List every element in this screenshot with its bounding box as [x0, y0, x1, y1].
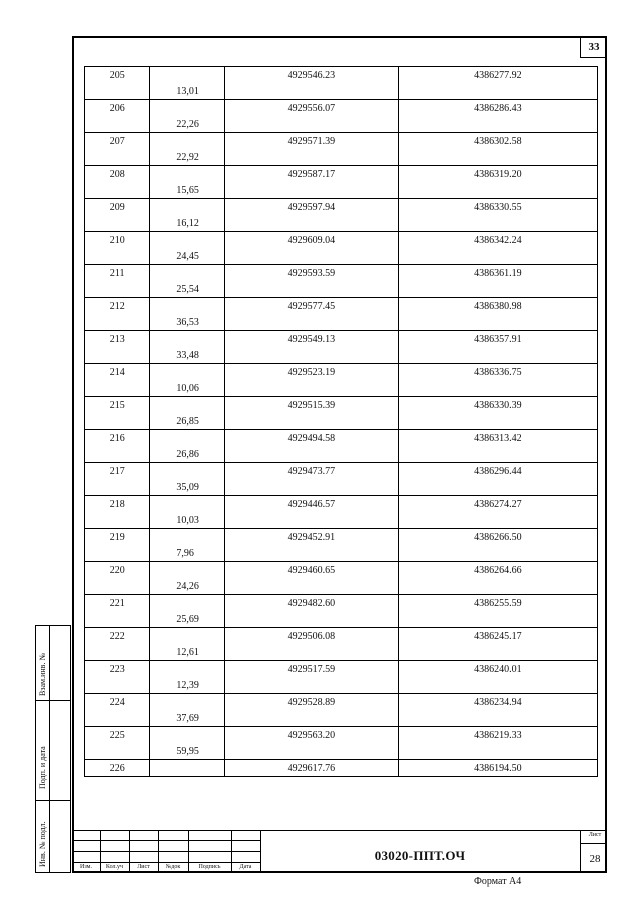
point-number: 220: [85, 562, 150, 579]
distance-row: [85, 413, 598, 430]
coord-y: 4386296.44: [398, 463, 597, 480]
point-row: [85, 199, 598, 216]
coord-y: 4386330.39: [398, 397, 597, 414]
document-code: 03020-ППТ.ОЧ: [374, 848, 466, 863]
coord-x: 4929593.59: [225, 265, 399, 282]
stamp-caption-kolvo: Кол.уч: [105, 864, 124, 870]
empty-cell: [225, 446, 399, 463]
point-row: [85, 298, 598, 315]
coord-y: 4386266.50: [398, 529, 597, 546]
empty-cell: [85, 248, 150, 265]
coord-y: 4386342.24: [398, 232, 597, 249]
point-number: 209: [85, 199, 150, 216]
coord-y: 4386255.59: [398, 595, 597, 612]
segment-distance: 13,01: [150, 83, 225, 100]
empty-cell: [398, 710, 597, 727]
coord-y: 4386274.27: [398, 496, 597, 513]
segment-distance: 24,26: [150, 578, 225, 595]
point-row: [85, 364, 598, 381]
distance-row: [85, 83, 598, 100]
empty-cell: [150, 298, 225, 315]
point-row: [85, 694, 598, 711]
coord-y: 4386264.66: [398, 562, 597, 579]
point-number: 222: [85, 628, 150, 645]
coord-x: 4929515.39: [225, 397, 399, 414]
distance-row: [85, 281, 598, 298]
empty-cell: [150, 628, 225, 645]
point-row: [85, 100, 598, 117]
empty-cell: [398, 182, 597, 199]
empty-cell: [225, 413, 399, 430]
point-number: 219: [85, 529, 150, 546]
coord-y: 4386357.91: [398, 331, 597, 348]
sidebar-cell-podp: [36, 701, 49, 801]
distance-row: [85, 479, 598, 496]
distance-row: [85, 215, 598, 232]
distance-row: [85, 578, 598, 595]
coordinates-table: [84, 66, 598, 777]
segment-distance: 25,54: [150, 281, 225, 298]
empty-cell: [85, 479, 150, 496]
empty-cell: [225, 281, 399, 298]
empty-cell: [398, 677, 597, 694]
empty-cell: [225, 743, 399, 760]
coord-x: 4929609.04: [225, 232, 399, 249]
sidebar-label-column: [35, 625, 50, 873]
coord-y: 4386336.75: [398, 364, 597, 381]
point-row: [85, 463, 598, 480]
stamp-line: [260, 830, 607, 831]
empty-cell: [150, 199, 225, 216]
empty-cell: [150, 562, 225, 579]
point-number: 211: [85, 265, 150, 282]
coord-y: 4386330.55: [398, 199, 597, 216]
coord-x: 4929460.65: [225, 562, 399, 579]
empty-cell: [225, 347, 399, 364]
empty-cell: [85, 413, 150, 430]
point-row: [85, 595, 598, 612]
sidebar-cell-vzam: [36, 626, 49, 701]
empty-cell: [398, 446, 597, 463]
distance-row: [85, 116, 598, 133]
sheet-label: Лист: [588, 832, 602, 838]
empty-cell: [85, 578, 150, 595]
empty-cell: [225, 149, 399, 166]
coord-x: 4929528.89: [225, 694, 399, 711]
empty-cell: [85, 446, 150, 463]
empty-cell: [398, 380, 597, 397]
sidebar-value-column: [50, 625, 71, 873]
coord-x: 4929446.57: [225, 496, 399, 513]
sidebar-value-podp: [50, 701, 70, 801]
coord-x: 4929563.20: [225, 727, 399, 744]
point-row: [85, 562, 598, 579]
empty-cell: [85, 743, 150, 760]
empty-cell: [398, 578, 597, 595]
distance-row: [85, 446, 598, 463]
empty-cell: [225, 314, 399, 331]
point-row: [85, 397, 598, 414]
empty-cell: [150, 463, 225, 480]
empty-cell: [85, 83, 150, 100]
point-row: [85, 133, 598, 150]
empty-cell: [85, 182, 150, 199]
empty-cell: [150, 67, 225, 84]
stamp-caption-list: Лист: [137, 864, 150, 870]
empty-cell: [150, 760, 225, 777]
empty-cell: [225, 644, 399, 661]
empty-cell: [150, 133, 225, 150]
segment-distance: 10,06: [150, 380, 225, 397]
empty-cell: [225, 215, 399, 232]
coord-y: 4386313.42: [398, 430, 597, 447]
empty-cell: [225, 545, 399, 562]
distance-row: [85, 644, 598, 661]
coord-y: 4386219.33: [398, 727, 597, 744]
coord-x: 4929452.91: [225, 529, 399, 546]
distance-row: [85, 611, 598, 628]
empty-cell: [150, 166, 225, 183]
segment-distance: 26,85: [150, 413, 225, 430]
distance-row: [85, 380, 598, 397]
empty-cell: [225, 116, 399, 133]
coord-x: 4929546.23: [225, 67, 399, 84]
point-number: 215: [85, 397, 150, 414]
distance-row: [85, 149, 598, 166]
coord-x: 4929473.77: [225, 463, 399, 480]
point-row: [85, 529, 598, 546]
empty-cell: [85, 545, 150, 562]
distance-row: [85, 743, 598, 760]
sidebar-podp-label: Подп. и дата: [38, 746, 47, 789]
segment-distance: 36,53: [150, 314, 225, 331]
empty-cell: [398, 281, 597, 298]
point-row: [85, 430, 598, 447]
coord-x: 4929577.45: [225, 298, 399, 315]
point-row: [85, 661, 598, 678]
distance-row: [85, 347, 598, 364]
empty-cell: [225, 479, 399, 496]
segment-distance: 35,09: [150, 479, 225, 496]
point-number: 212: [85, 298, 150, 315]
empty-cell: [85, 347, 150, 364]
empty-cell: [150, 727, 225, 744]
coord-y: 4386234.94: [398, 694, 597, 711]
empty-cell: [398, 116, 597, 133]
empty-cell: [225, 83, 399, 100]
segment-distance: 26,86: [150, 446, 225, 463]
point-number: 216: [85, 430, 150, 447]
point-number: 206: [85, 100, 150, 117]
point-number: 217: [85, 463, 150, 480]
empty-cell: [150, 232, 225, 249]
empty-cell: [398, 83, 597, 100]
coord-x: 4929549.13: [225, 331, 399, 348]
empty-cell: [150, 661, 225, 678]
segment-distance: 24,45: [150, 248, 225, 265]
segment-distance: 16,12: [150, 215, 225, 232]
sidebar-value-vzam: [50, 626, 70, 701]
segment-distance: 59,95: [150, 743, 225, 760]
empty-cell: [225, 710, 399, 727]
stamp-line: [580, 843, 607, 844]
empty-cell: [398, 248, 597, 265]
empty-cell: [150, 100, 225, 117]
point-row: [85, 727, 598, 744]
segment-distance: 33,48: [150, 347, 225, 364]
empty-cell: [150, 397, 225, 414]
sheet-number: 28: [589, 853, 601, 865]
segment-distance: 37,69: [150, 710, 225, 727]
stamp-caption-izm: Изм.: [80, 864, 92, 870]
empty-cell: [150, 331, 225, 348]
empty-cell: [398, 149, 597, 166]
segment-distance: 22,92: [150, 149, 225, 166]
title-block: [72, 830, 607, 873]
coord-y: 4386380.98: [398, 298, 597, 315]
distance-row: [85, 545, 598, 562]
empty-cell: [225, 182, 399, 199]
point-number: 223: [85, 661, 150, 678]
empty-cell: [398, 743, 597, 760]
left-sidebar: [35, 625, 71, 873]
coord-x: 4929587.17: [225, 166, 399, 183]
segment-distance: 25,69: [150, 611, 225, 628]
empty-cell: [85, 116, 150, 133]
empty-cell: [398, 644, 597, 661]
segment-distance: 7,96: [150, 545, 225, 562]
segment-distance: 12,61: [150, 644, 225, 661]
point-number: 213: [85, 331, 150, 348]
empty-cell: [398, 611, 597, 628]
empty-cell: [150, 496, 225, 513]
empty-cell: [85, 710, 150, 727]
empty-cell: [150, 694, 225, 711]
sidebar-inv-label: Инв. № подл.: [38, 821, 47, 867]
point-number: 205: [85, 67, 150, 84]
empty-cell: [85, 644, 150, 661]
coord-x: 4929556.07: [225, 100, 399, 117]
sidebar-vzam-label: Взам.инв. №: [38, 652, 47, 696]
page-number: 33: [580, 38, 607, 58]
point-row: [85, 760, 598, 777]
point-number: 225: [85, 727, 150, 744]
empty-cell: [85, 380, 150, 397]
empty-cell: [398, 347, 597, 364]
coord-y: 4386277.92: [398, 67, 597, 84]
distance-row: [85, 182, 598, 199]
stamp-caption-podpis: Подпись: [198, 864, 221, 870]
segment-distance: 15,65: [150, 182, 225, 199]
empty-cell: [225, 677, 399, 694]
empty-cell: [150, 595, 225, 612]
distance-row: [85, 314, 598, 331]
empty-cell: [150, 430, 225, 447]
distance-row: [85, 512, 598, 529]
point-row: [85, 265, 598, 282]
coord-x: 4929597.94: [225, 199, 399, 216]
segment-distance: 12,39: [150, 677, 225, 694]
coord-y: 4386245.17: [398, 628, 597, 645]
empty-cell: [85, 281, 150, 298]
coord-x: 4929482.60: [225, 595, 399, 612]
empty-cell: [398, 479, 597, 496]
point-number: 214: [85, 364, 150, 381]
stamp-caption-ndok: №док: [165, 864, 181, 870]
point-number: 224: [85, 694, 150, 711]
point-number: 210: [85, 232, 150, 249]
empty-cell: [398, 545, 597, 562]
empty-cell: [85, 314, 150, 331]
coord-y: 4386240.01: [398, 661, 597, 678]
empty-cell: [398, 215, 597, 232]
format-label: Формат А4: [474, 876, 522, 887]
distance-row: [85, 710, 598, 727]
empty-cell: [150, 529, 225, 546]
coord-x: 4929523.19: [225, 364, 399, 381]
coord-x: 4929494.58: [225, 430, 399, 447]
point-number: 218: [85, 496, 150, 513]
point-number: 208: [85, 166, 150, 183]
empty-cell: [225, 512, 399, 529]
empty-cell: [225, 611, 399, 628]
point-row: [85, 331, 598, 348]
sidebar-cell-inv: [36, 801, 49, 874]
empty-cell: [85, 611, 150, 628]
point-number: 226: [85, 760, 150, 777]
distance-row: [85, 248, 598, 265]
segment-distance: 10,03: [150, 512, 225, 529]
point-row: [85, 496, 598, 513]
empty-cell: [225, 380, 399, 397]
empty-cell: [398, 512, 597, 529]
coord-y: 4386286.43: [398, 100, 597, 117]
empty-cell: [85, 512, 150, 529]
coord-y: 4386194.50: [398, 760, 597, 777]
distance-row: [85, 677, 598, 694]
coord-x: 4929571.39: [225, 133, 399, 150]
coord-x: 4929617.76: [225, 760, 399, 777]
empty-cell: [225, 248, 399, 265]
empty-cell: [85, 149, 150, 166]
empty-cell: [225, 578, 399, 595]
point-number: 221: [85, 595, 150, 612]
coord-x: 4929517.59: [225, 661, 399, 678]
empty-cell: [85, 677, 150, 694]
coord-y: 4386319.20: [398, 166, 597, 183]
empty-cell: [150, 265, 225, 282]
stamp-line: [580, 830, 581, 873]
empty-cell: [150, 364, 225, 381]
stamp-caption-data: Дата: [239, 864, 252, 870]
coord-x: 4929506.08: [225, 628, 399, 645]
point-row: [85, 166, 598, 183]
point-row: [85, 232, 598, 249]
empty-cell: [398, 314, 597, 331]
empty-cell: [398, 413, 597, 430]
point-row: [85, 67, 598, 84]
point-number: 207: [85, 133, 150, 150]
segment-distance: 22,26: [150, 116, 225, 133]
point-row: [85, 628, 598, 645]
coord-y: 4386302.58: [398, 133, 597, 150]
empty-cell: [85, 215, 150, 232]
coord-y: 4386361.19: [398, 265, 597, 282]
